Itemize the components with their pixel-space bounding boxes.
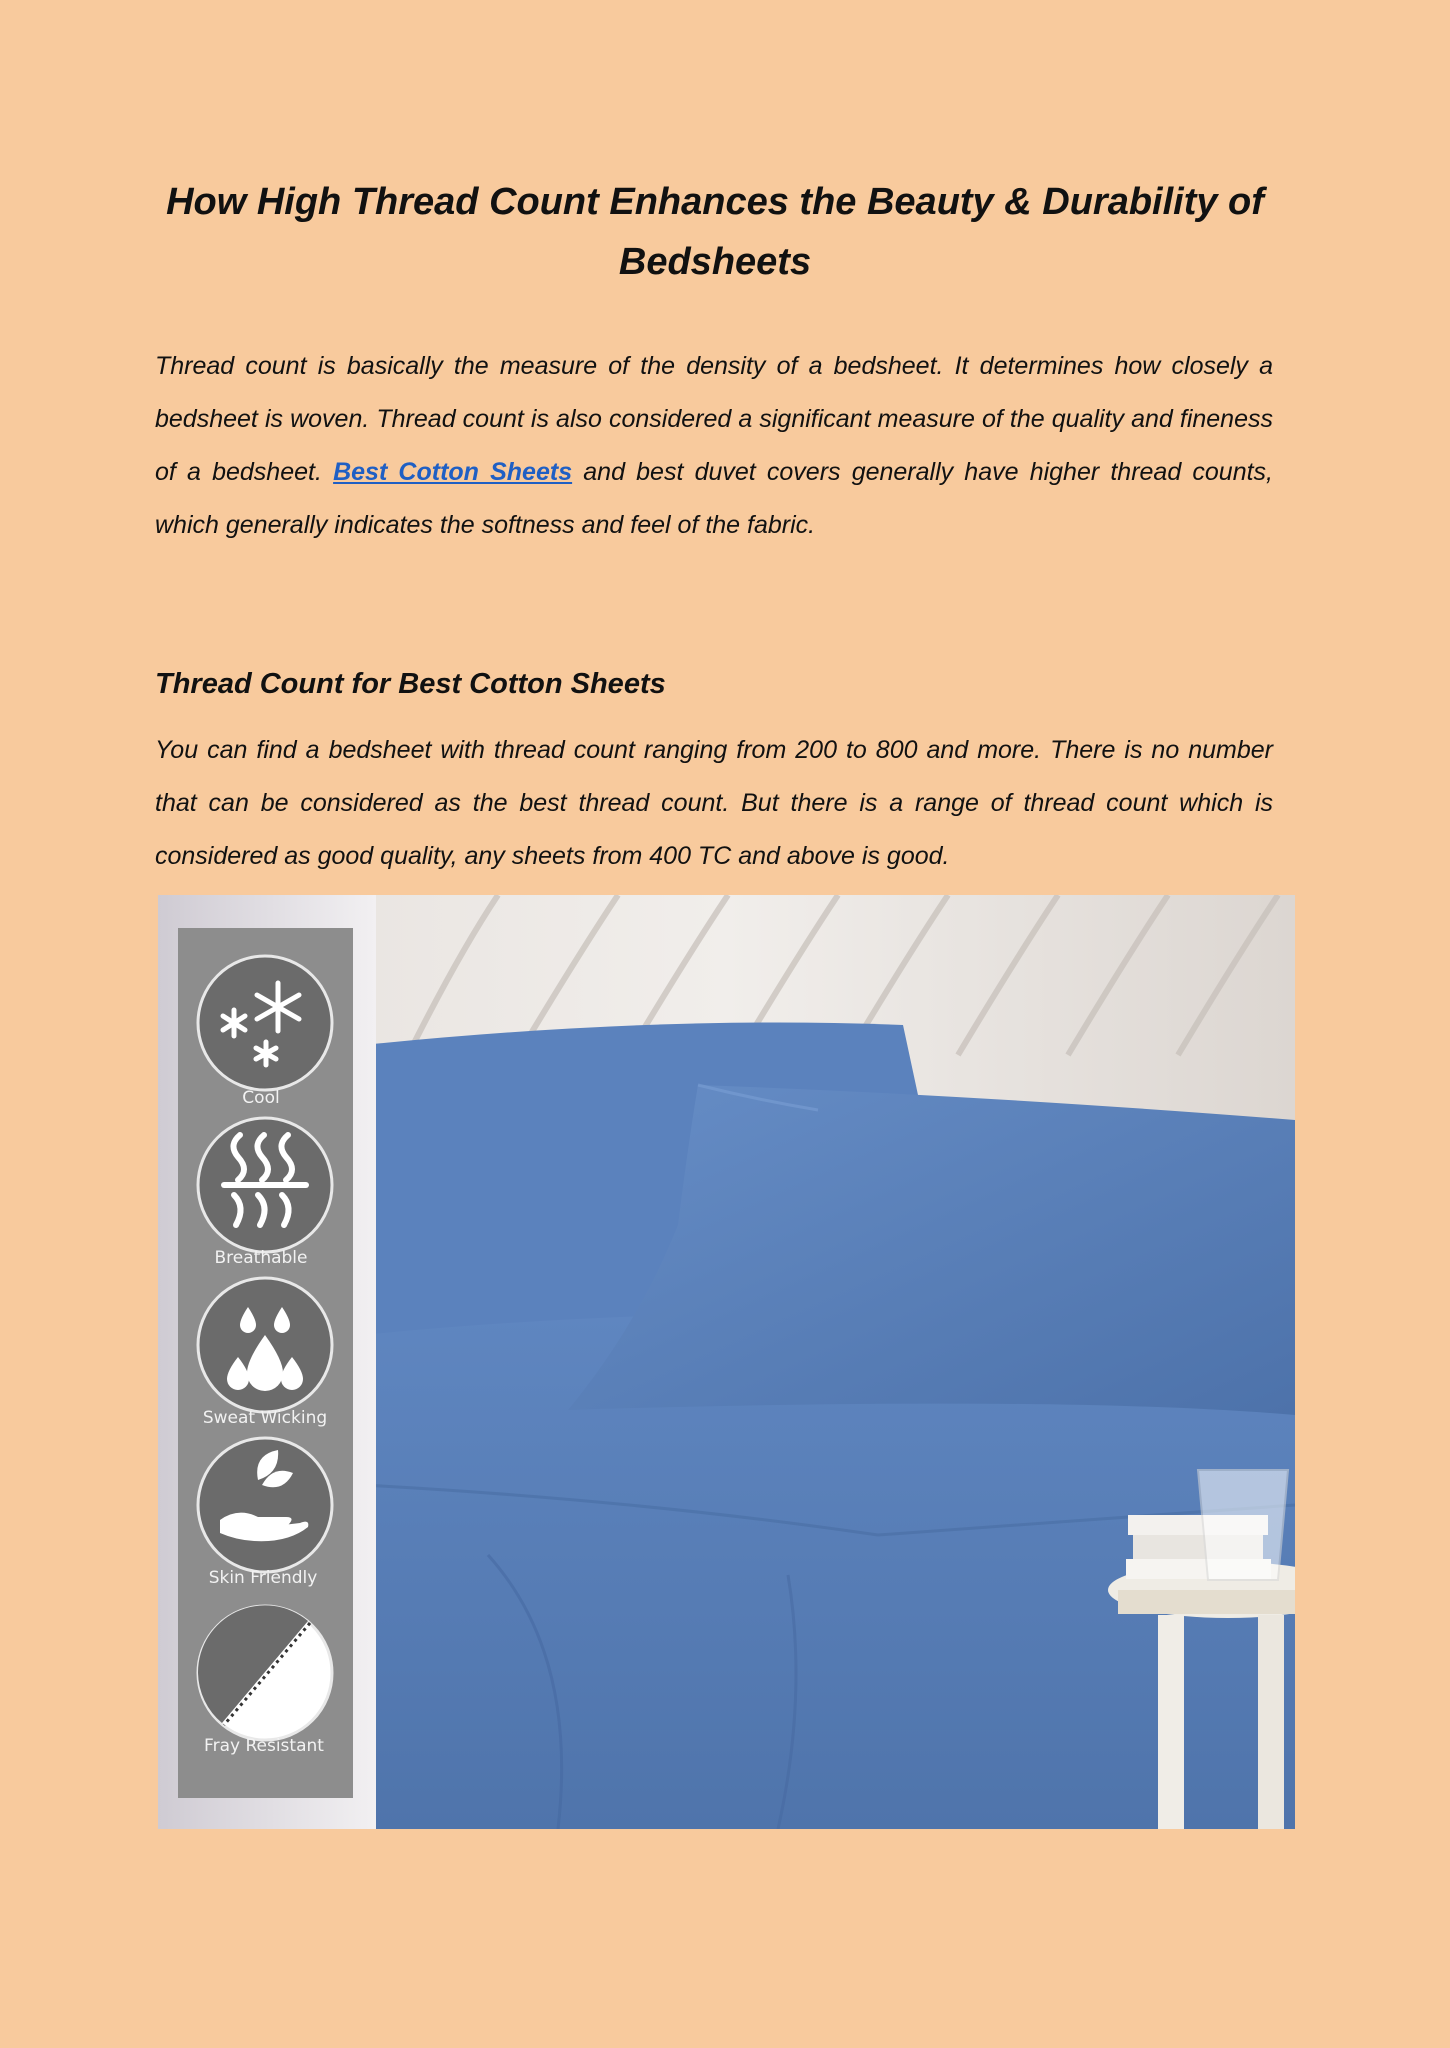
intro-text-after-link: and best duvet covers generally have higher thread counts, which generally indicates the softness and feel of the fabric. (155, 458, 1274, 539)
feature-label: Sweat Wicking (202, 1408, 328, 1428)
feature-label: Fray Resistant (204, 1736, 324, 1756)
stitched-fabric-icon (198, 1605, 332, 1740)
airflow-icon (198, 1118, 332, 1252)
droplets-icon (198, 1278, 332, 1412)
snowflake-icon (198, 956, 332, 1090)
article-title: How High Thread Count Enhances the Beauty & Durability of Bedsheets (166, 181, 1264, 283)
hand-leaf-icon (198, 1438, 332, 1572)
feature-label: Cool (242, 1088, 280, 1108)
intro-paragraph (155, 340, 1273, 552)
feature-label: Skin Friendly (208, 1568, 318, 1588)
feature-label: Breathable (214, 1248, 308, 1268)
section-heading: Thread Count for Best Cotton Sheets (155, 668, 666, 700)
intro-text-before-link: Thread count is basically the measure of the density of a bedsheet. It determines how closely a bedsheet is woven. Thread count is also considered a significant measure of the quality and fineness of a bedsheet. (155, 352, 1273, 486)
section-paragraph: You can find a bedsheet with thread count ranging from 200 to 800 and more. There is no number that can be considered as the best thread count. But there is a range of thread count which is considered as good quality, any sheets from 400 TC and above is good. (155, 736, 1273, 870)
best-cotton-sheets-link[interactable]: Best Cotton Sheets (333, 458, 573, 486)
product-photo (158, 895, 1295, 1829)
